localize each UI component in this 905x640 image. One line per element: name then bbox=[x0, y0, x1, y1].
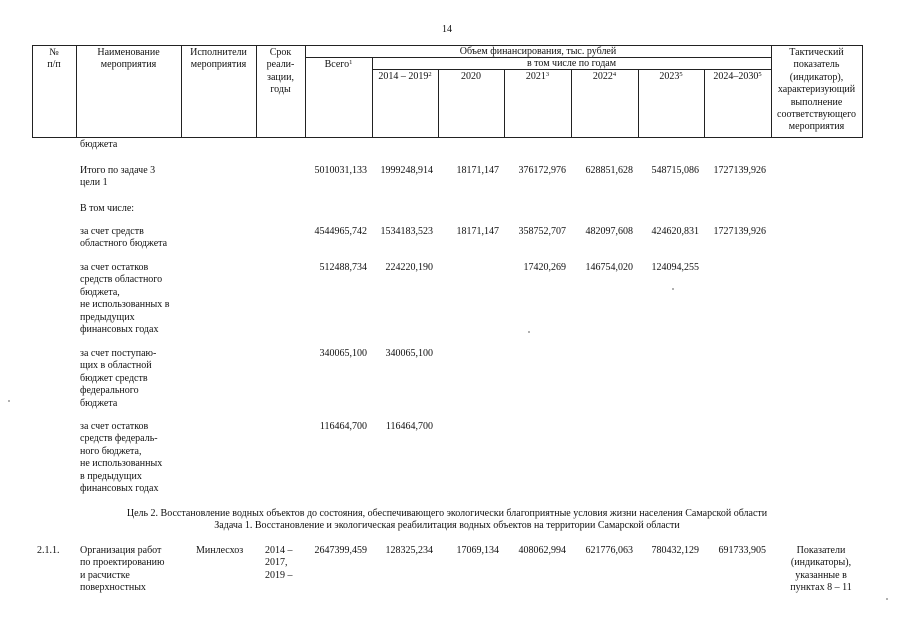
cell-total: 512488,734 bbox=[319, 262, 367, 273]
row-label: В том числе: bbox=[80, 203, 135, 214]
scan-speck bbox=[528, 331, 530, 333]
cell-value: 17420,269 bbox=[523, 262, 566, 273]
cell-value: 224220,190 bbox=[385, 262, 433, 273]
cell-value: 1727139,926 bbox=[713, 226, 766, 237]
header-funding-title: Объем финансирования, тыс. рублей bbox=[459, 46, 617, 57]
cell-total: 5010031,133 bbox=[314, 165, 367, 176]
item-executor: Минлесхоз bbox=[196, 545, 244, 556]
cell-value: 146754,020 bbox=[585, 262, 633, 273]
header-year: 2022$^4$ bbox=[592, 71, 617, 82]
cell-value: 18171,147 bbox=[456, 226, 499, 237]
cell-value: 691733,905 bbox=[718, 545, 766, 556]
cell-value: 18171,147 bbox=[456, 165, 499, 176]
item-indicator: Показатели (индикаторы), указанные в пунктах 8 – 11 bbox=[790, 545, 852, 594]
cell-value: 116464,700 bbox=[385, 421, 433, 432]
goal-heading: Цель 2. Восстановление водных объектов до состояния, обеспечивающего экологически благоприятные условия жизни населения Самарской области bbox=[126, 508, 768, 519]
task-heading: Задача 1. Восстановление и экологическая реабилитация водных объектов на территории Самарской области bbox=[214, 520, 680, 531]
header-executors: Исполнители мероприятия bbox=[190, 47, 247, 71]
cell-total: 340065,100 bbox=[319, 348, 367, 359]
header-by-year: в том числе по годам bbox=[526, 58, 617, 69]
cell-value: 548715,086 bbox=[651, 165, 699, 176]
cell-value: 482097,608 bbox=[585, 226, 633, 237]
cell-total: 4544965,742 bbox=[314, 226, 367, 237]
cell-value: 628851,628 bbox=[585, 165, 633, 176]
header-year: 2024–2030$^5$ bbox=[713, 71, 762, 82]
row-label: Итого по задаче 3 цели 1 bbox=[80, 165, 156, 189]
cell-value: 17069,134 bbox=[456, 545, 499, 556]
cell-value: 376172,976 bbox=[518, 165, 566, 176]
cell-value: 621776,063 bbox=[585, 545, 633, 556]
scan-speck bbox=[886, 598, 888, 600]
cell-value: 780432,129 bbox=[651, 545, 699, 556]
cell-value: 1534183,523 bbox=[380, 226, 433, 237]
item-term: 2014 – 2017, 2019 – bbox=[265, 545, 293, 581]
row-label: за счет остатков средств федераль- ного бюджета, не использованных в предыдущих финансовых годах bbox=[80, 421, 163, 495]
row-label: за счет остатков средств областного бюджета, не использованных в предыдущих финансовых годах bbox=[80, 262, 170, 336]
header-year: 2023$^5$ bbox=[659, 71, 683, 82]
page-number: 14 bbox=[442, 24, 452, 35]
row-label: за счет поступаю- щих в областной бюджет средств федерального бюджета bbox=[80, 348, 157, 409]
cell-value: 424620,831 bbox=[651, 226, 699, 237]
row-label: за счет средств областного бюджета bbox=[80, 226, 168, 250]
cell-value: 128325,234 bbox=[385, 545, 433, 556]
header-year: 2021$^3$ bbox=[525, 71, 550, 82]
cell-value: 1999248,914 bbox=[380, 165, 433, 176]
scan-speck bbox=[8, 400, 10, 402]
header-indicator: Тактический показатель (индикатор), характеризующий выполнение соответствующего мероприятия bbox=[777, 47, 856, 133]
row-label: бюджета bbox=[80, 139, 118, 150]
header-term: Срок реали- зации, годы bbox=[266, 47, 295, 96]
cell-value: 124094,255 bbox=[651, 262, 699, 273]
cell-total: 116464,700 bbox=[319, 421, 367, 432]
cell-value: 358752,707 bbox=[518, 226, 566, 237]
header-num: № п/п bbox=[47, 47, 61, 71]
header-total: Всего$^1$ bbox=[324, 59, 353, 70]
item-num: 2.1.1. bbox=[37, 545, 60, 556]
cell-value: 408062,994 bbox=[518, 545, 566, 556]
header-year: 2014 – 2019$^2$ bbox=[378, 71, 432, 82]
cell-value: 340065,100 bbox=[385, 348, 433, 359]
cell-total: 2647399,459 bbox=[314, 545, 367, 556]
scan-speck bbox=[672, 288, 674, 290]
cell-value: 1727139,926 bbox=[713, 165, 766, 176]
header-year: 2020 bbox=[461, 71, 481, 82]
header-name: Наименование мероприятия bbox=[97, 47, 160, 71]
item-name: Организация работ по проектированию и расчистке поверхностных bbox=[80, 545, 165, 594]
